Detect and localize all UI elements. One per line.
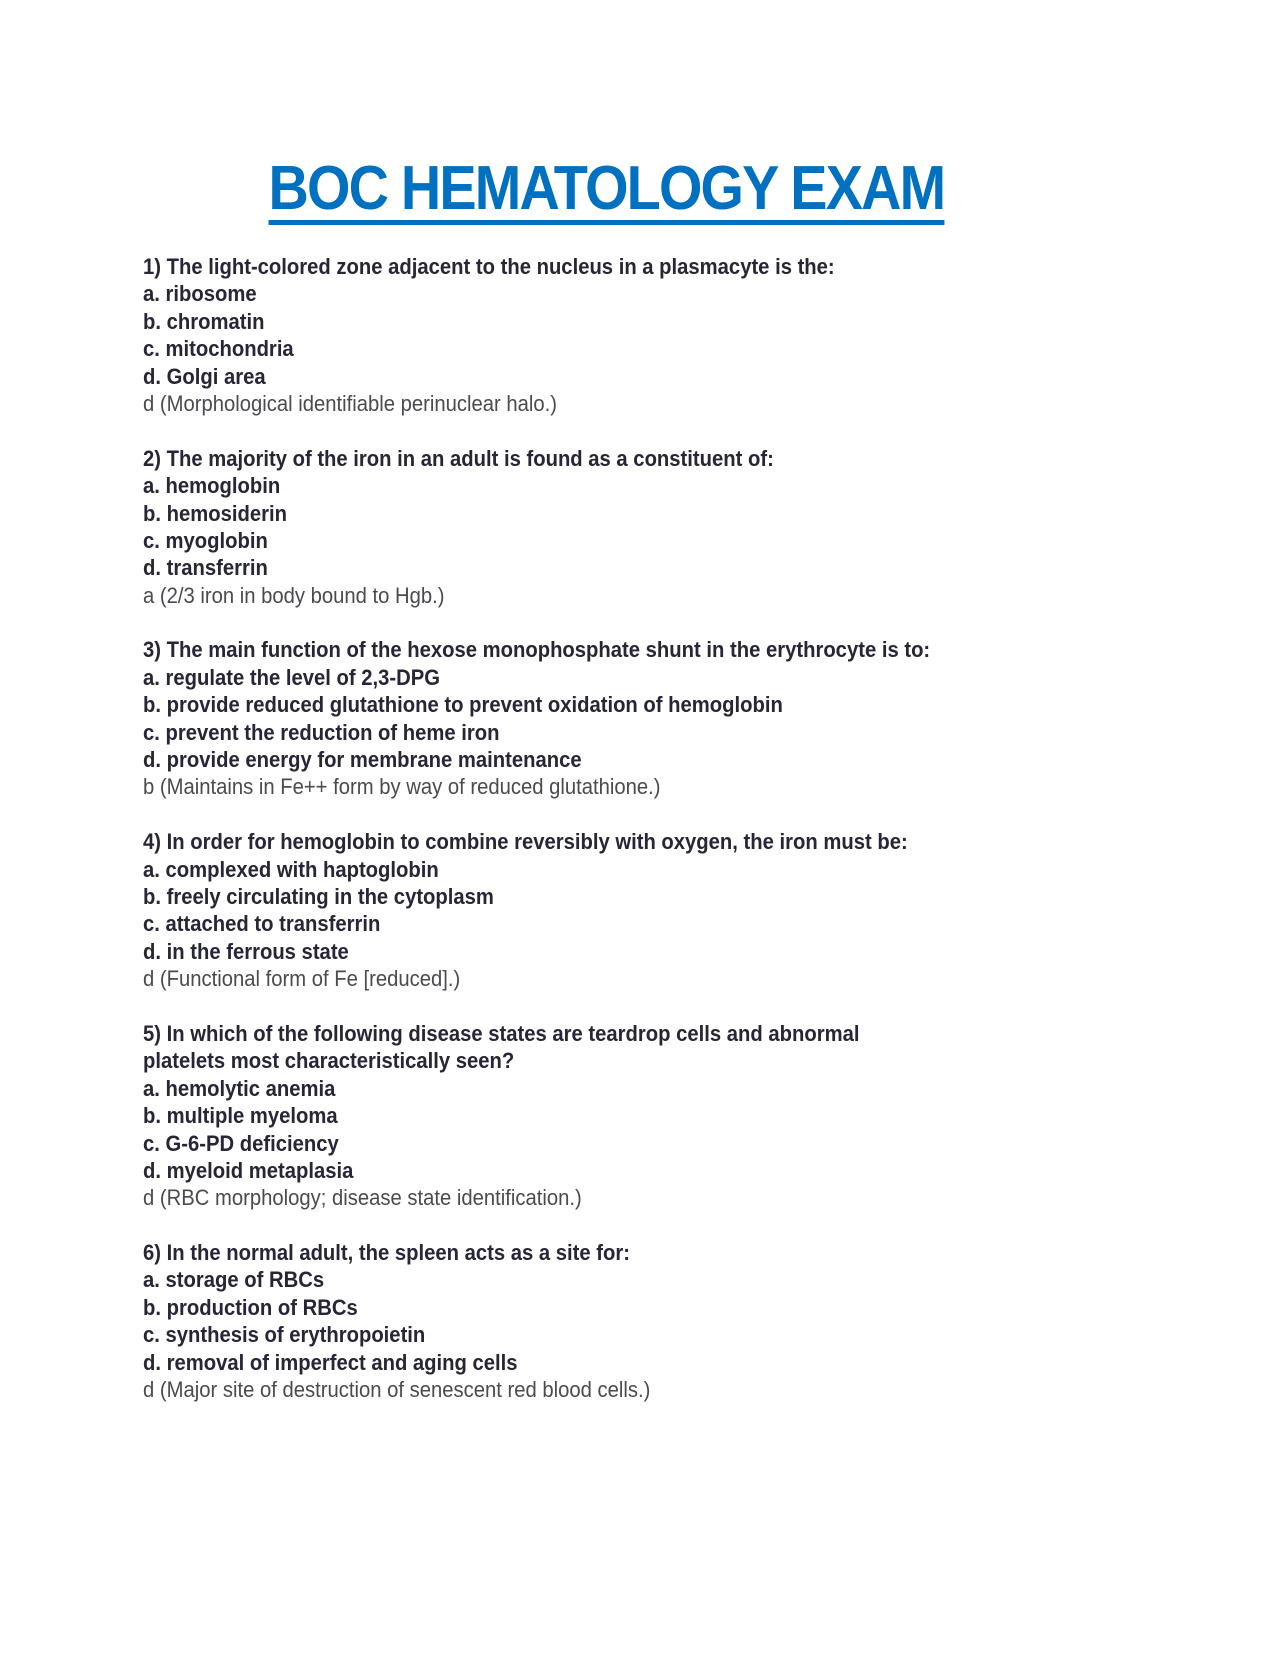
question-text: 5) In which of the following disease states are teardrop cells and abnormal [143,1020,860,1046]
answer-explanation: a (2/3 iron in body bound to Hgb.) [143,582,445,608]
answer-option: a. storage of RBCs [143,1267,325,1293]
question-block [143,1020,1143,1212]
answer-explanation: d (Functional form of Fe [reduced].) [143,966,461,992]
question-list [143,253,1143,1431]
question-text: 6) In the normal adult, the spleen acts as a site for: [143,1240,631,1266]
question-text: platelets most characteristically seen? [143,1048,515,1074]
answer-option: a. hemolytic anemia [143,1075,336,1101]
answer-option: b. multiple myeloma [143,1103,338,1129]
answer-option: c. prevent the reduction of heme iron [143,719,500,745]
answer-option: c. mitochondria [143,336,294,362]
question-text: 1) The light-colored zone adjacent to the nucleus in a plasmacyte is the: [143,254,835,279]
question-text: 4) In order for hemoglobin to combine reversibly with oxygen, the iron must be: [143,829,908,855]
question-block [143,1239,1143,1403]
answer-option: c. myoglobin [143,527,268,553]
question-block [143,828,1143,992]
answer-option: d. provide energy for membrane maintenance [143,747,582,773]
answer-option: c. G-6-PD deficiency [143,1130,339,1156]
answer-explanation: d (Morphological identifiable perinuclear halo.) [143,390,558,416]
answer-option: b. hemosiderin [143,500,287,526]
answer-explanation: d (RBC morphology; disease state identification.) [143,1185,582,1211]
answer-option: b. freely circulating in the cytoplasm [143,883,494,909]
answer-option: a. hemoglobin [143,473,281,499]
answer-explanation: b (Maintains in Fe++ form by way of reduced glutathione.) [143,774,661,800]
answer-option: c. synthesis of erythropoietin [143,1322,426,1348]
answer-option: d. transferrin [143,555,268,581]
answer-option: d. myeloid metaplasia [143,1157,354,1183]
question-block [143,636,1143,800]
document-title: BOC HEMATOLOGY EXAM [268,154,945,223]
answer-option: b. provide reduced glutathione to prevent oxidation of hemoglobin [143,692,783,718]
question-block [143,445,1143,609]
question-text: 2) The majority of the iron in an adult is found as a constituent of: [143,445,774,471]
question-block [143,253,1143,417]
answer-option: b. chromatin [143,308,265,334]
answer-option: d. Golgi area [143,363,266,389]
answer-option: c. attached to transferrin [143,911,381,937]
answer-option: a. complexed with haptoglobin [143,856,439,882]
answer-option: d. removal of imperfect and aging cells [143,1349,518,1375]
question-text: 3) The main function of the hexose monophosphate shunt in the erythrocyte is to: [143,637,931,663]
answer-explanation: d (Major site of destruction of senescent red blood cells.) [143,1377,651,1403]
answer-option: d. in the ferrous state [143,938,349,964]
answer-option: a. regulate the level of 2,3-DPG [143,664,440,690]
answer-option: a. ribosome [143,281,257,307]
answer-option: b. production of RBCs [143,1294,358,1320]
document-title-container [0,154,1213,225]
